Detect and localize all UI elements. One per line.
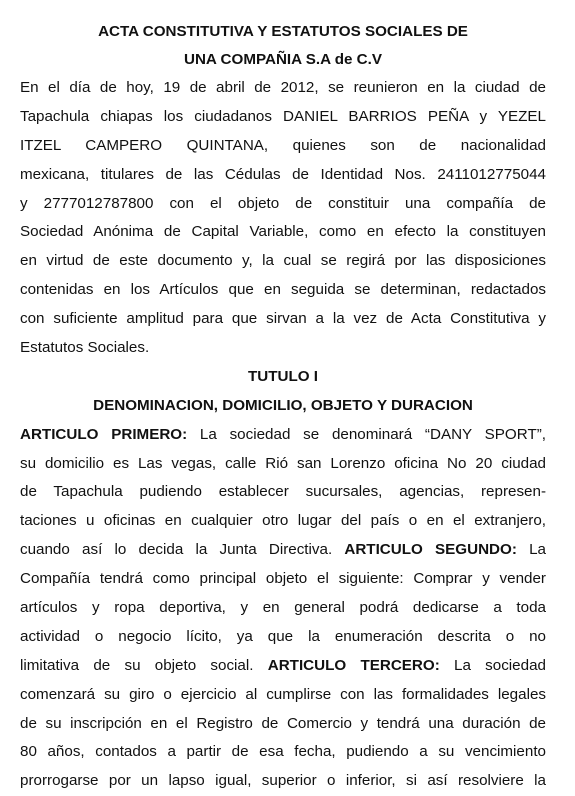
article-text: La sociedad — [439, 656, 546, 674]
article-tercero-label: ARTICULO TERCERO: — [267, 656, 440, 674]
intro-line: en virtud de este documento y, la cual se regirá por las disposiciones — [20, 252, 546, 270]
article-line: taciones u oficinas en cualquier otro lugar del país o en el extranjero, — [20, 512, 546, 530]
document-title-line-1: ACTA CONSTITUTIVA Y ESTATUTOS SOCIALES DE — [98, 23, 468, 40]
intro-paragraph — [20, 74, 546, 363]
articles-paragraph — [20, 421, 546, 796]
titulo-subheading: DENOMINACION, DOMICILIO, OBJETO Y DURACION — [93, 396, 473, 414]
article-text: La sociedad se denominará “DANY SPORT”, — [187, 425, 546, 443]
article-line — [20, 421, 546, 450]
article-text: cuando así lo decida la Junta Directiva. — [20, 541, 345, 559]
article-line: de su inscripción en el Registro de Comercio y tendrá una duración de — [20, 714, 546, 732]
intro-line: contenidas en los Artículos que en seguida se determinan, redactados — [20, 281, 546, 299]
article-segundo-label: ARTICULO SEGUNDO: — [344, 541, 517, 559]
article-line: actividad o negocio lícito, ya que la enumeración descrita o no — [20, 627, 546, 645]
intro-line: ITZEL CAMPERO QUINTANA, quienes son de nacionalidad — [20, 136, 546, 154]
article-text: La — [516, 541, 546, 559]
intro-line: En el día de hoy, 19 de abril de 2012, se reunieron en la ciudad de — [20, 79, 546, 96]
article-line: comenzará su giro o ejercicio al cumplirse con las formalidades legales — [20, 685, 546, 703]
article-line: prorrogarse por un lapso igual, superior o inferior, si así resolviere la — [20, 772, 546, 790]
intro-line: con suficiente amplitud para que sirvan a la vez de Acta Constitutiva y — [20, 310, 546, 328]
article-line: Compañía tendrá como principal objeto el siguiente: Comprar y vender — [20, 570, 546, 588]
article-line — [20, 536, 546, 565]
article-primero-label: ARTICULO PRIMERO: — [20, 425, 188, 443]
titulo-heading: TUTULO I — [247, 367, 319, 385]
article-line — [20, 652, 546, 681]
article-line: artículos y ropa deportiva, y en general podrá dedicarse a toda — [20, 599, 546, 617]
intro-line: y 2777012787800 con el objeto de constituir una compañía de — [20, 194, 546, 212]
article-line: de Tapachula pudiendo establecer sucursales, agencias, represen- — [20, 483, 546, 501]
intro-line: Estatutos Sociales. — [20, 339, 150, 357]
intro-line: mexicana, titulares de las Cédulas de Identidad Nos. 2411012775044 — [20, 165, 546, 183]
intro-line: Sociedad Anónima de Capital Variable, como en efecto la constituyen — [20, 223, 546, 241]
document-page — [20, 19, 546, 796]
article-line: su domicilio es Las vegas, calle Rió san Lorenzo oficina No 20 ciudad — [20, 454, 546, 472]
article-line: 80 años, contados a partir de esa fecha, pudiendo a su vencimiento — [20, 743, 546, 761]
article-text: limitativa de su objeto social. — [20, 656, 268, 674]
intro-line: Tapachula chiapas los ciudadanos DANIEL BARRIOS PEÑA y YEZEL — [20, 107, 546, 125]
document-title-line-2: UNA COMPAÑIA S.A de C.V — [183, 51, 382, 68]
